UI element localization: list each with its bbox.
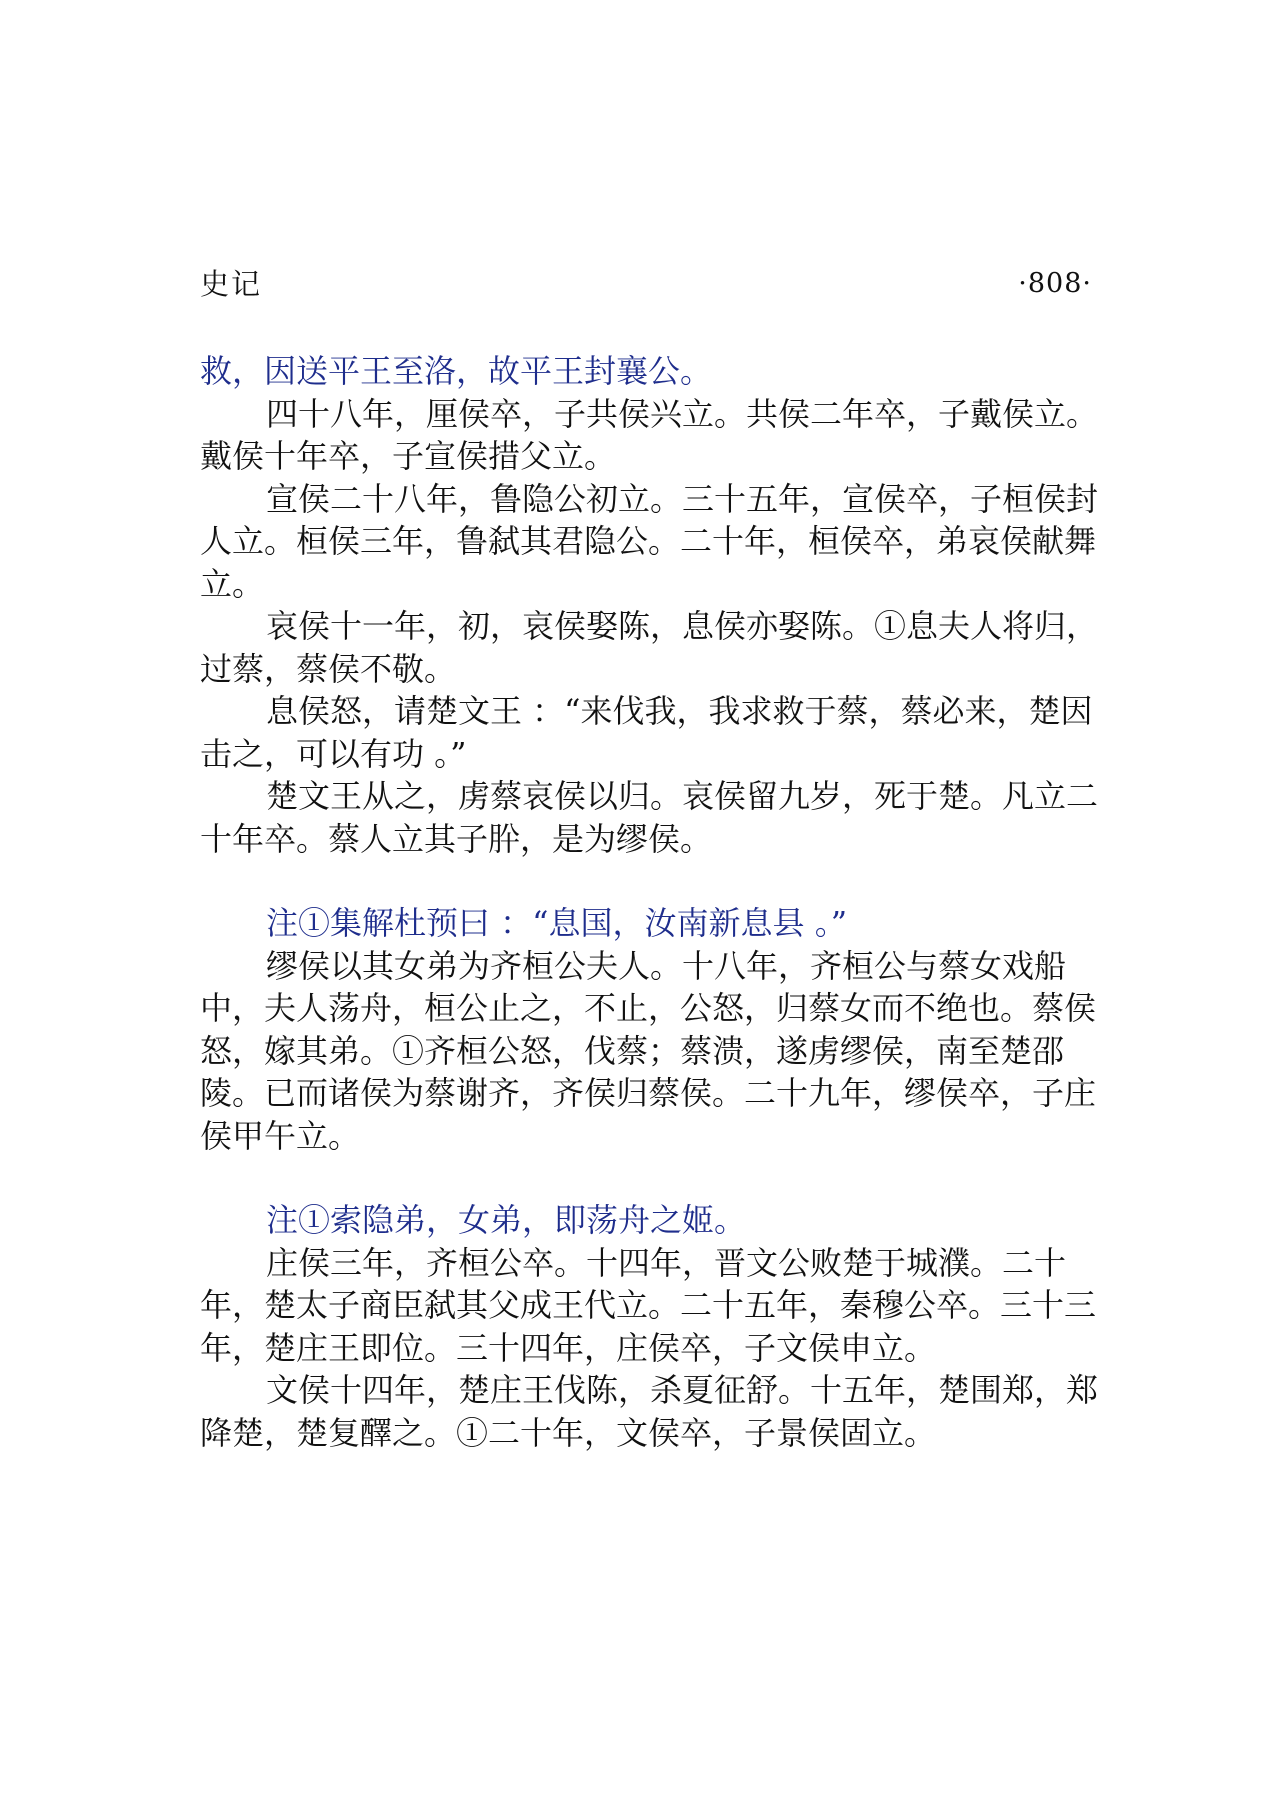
paragraph-gap (200, 860, 1110, 902)
annotation-paragraph: 注①集解杜预曰 ：“息国，汝南新息县 。” (266, 904, 848, 942)
body-paragraph: 庄侯三年，齐桓公卒。十四年，晋文公败楚于城濮。二十年，楚太子商臣弑其父成王代立。二十五年，秦穆公卒。三十三年，楚庄王即位。三十四年，庄侯卒，子文侯申立。 (200, 1243, 1097, 1367)
annotation-paragraph: 救，因送平王至洛，故平王封襄公。 (200, 352, 713, 390)
body-paragraph: 文侯十四年，楚庄王伐陈，杀夏征舒。十五年，楚围郑，郑降楚，楚复醳之。①二十年，文侯卒，子景侯固立。 (200, 1371, 1099, 1452)
paragraph-gap (200, 1157, 1110, 1199)
book-title: 史记 (200, 267, 263, 301)
body-paragraph: 息侯怒，请楚文王 ：“来伐我，我求救于蔡，蔡必来，楚因击之，可以有功 。” (200, 692, 1093, 773)
page-header (200, 262, 1092, 306)
page-number: ·808· (1018, 268, 1092, 299)
page-body (200, 350, 1110, 1454)
body-paragraph: 哀侯十一年，初，哀侯娶陈，息侯亦娶陈。①息夫人将归，过蔡，蔡侯不敬。 (200, 607, 1099, 688)
body-paragraph: 四十八年，厘侯卒，子共侯兴立。共侯二年卒，子戴侯立。戴侯十年卒，子宣侯措父立。 (200, 394, 1099, 475)
body-paragraph: 宣侯二十八年，鲁隐公初立。三十五年，宣侯卒，子桓侯封人立。桓侯三年，鲁弑其君隐公。二十年，桓侯卒，弟哀侯献舞立。 (200, 479, 1099, 603)
body-paragraph: 楚文王从之，虏蔡哀侯以归。哀侯留九岁，死于楚。凡立二十年卒。蔡人立其子肸，是为缪侯。 (200, 777, 1099, 858)
body-paragraph: 缪侯以其女弟为齐桓公夫人。十八年，齐桓公与蔡女戏船中，夫人荡舟，桓公止之，不止，公怒，归蔡女而不绝也。蔡侯怒，嫁其弟。①齐桓公怒，伐蔡；蔡溃，遂虏缪侯，南至楚邵陵。已而诸侯为蔡谢齐，齐侯归蔡侯。二十九年，缪侯卒，子庄侯甲午立。 (200, 946, 1097, 1155)
annotation-paragraph: 注①索隐弟，女弟，即荡舟之姬。 (266, 1201, 747, 1239)
